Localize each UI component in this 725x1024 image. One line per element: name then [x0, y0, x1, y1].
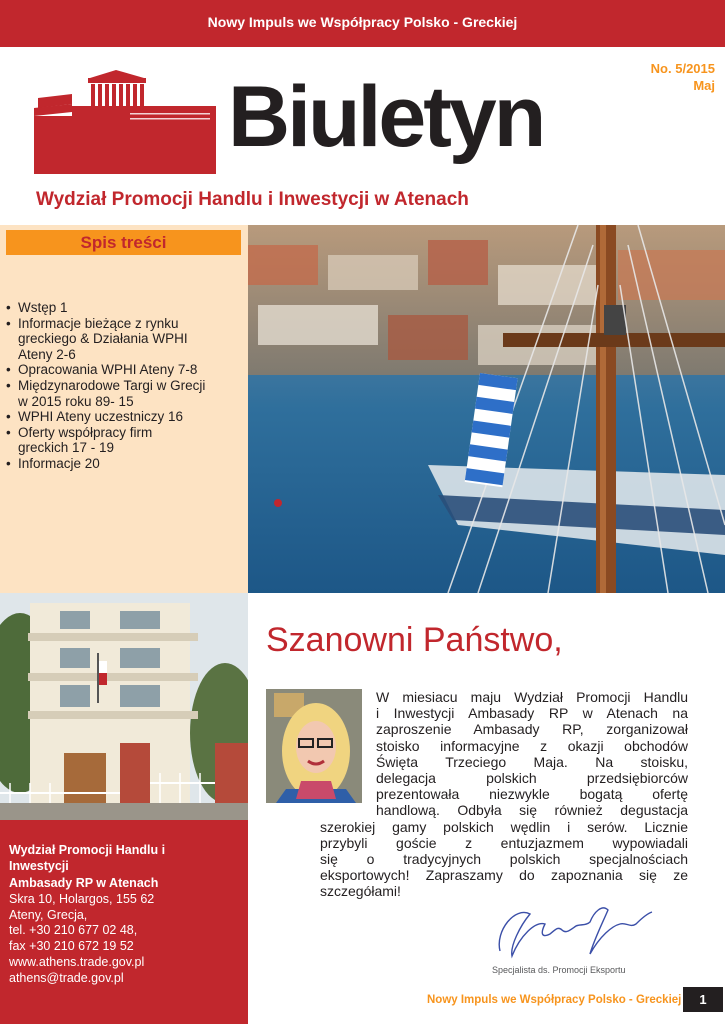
contact-name-line: Inwestycji: [9, 858, 69, 873]
contact-website-link[interactable]: www.athens.trade.gov.pl: [9, 955, 145, 969]
letter-line: i Inwestycji Ambasady RP w Atenach na: [376, 705, 688, 722]
letter-body: [320, 689, 688, 899]
toc-item[interactable]: • Informacje bieżące z rynku greckiego & Działania WPHI Ateny 2-6: [6, 316, 244, 363]
toc-heading: Spis treści: [80, 233, 167, 252]
contact-name-line: Ambasady RP w Atenach: [9, 876, 159, 890]
toc-list: [6, 300, 244, 472]
footer-text: Nowy Impuls we Współpracy Polsko - Greckiej: [427, 994, 682, 1006]
issue-number: No. 5/2015: [650, 61, 715, 76]
letter-line: szerokiej gamy polskich wędlin i serów. Licznie: [320, 818, 688, 835]
toc-heading-box: [6, 230, 241, 255]
contact-address: Skra 10, Holargos, 155 62: [9, 892, 155, 906]
letter-line: prezentowała niezwykle bogatą ofertę: [376, 786, 688, 803]
parthenon-logo: [34, 68, 216, 174]
letter-line: Święta Trzeciego Maja. Na stoisku,: [376, 753, 688, 770]
toc-item[interactable]: • Oferty współpracy firm greckich 17 - 19: [6, 425, 244, 456]
issue-month: Maj: [693, 78, 715, 93]
harbor-photo: [248, 225, 725, 593]
handwritten-signature: [490, 896, 660, 966]
letter-line: delegacja polskich przedsiębiorców: [376, 769, 688, 786]
letter-line: W miesiacu maju Wydział Promocji Handlu: [376, 689, 688, 705]
contact-name-line: Wydział Promocji Handlu i: [9, 843, 166, 857]
contact-panel: [0, 820, 248, 1024]
contact-fax: fax +30 210 672 19 52: [9, 939, 134, 953]
letter-line: handlową. Odbyła się również degustacja: [376, 802, 688, 819]
toc-item[interactable]: • WPHI Ateny uczestniczy 16: [6, 409, 244, 425]
newsletter-title: Biuletyn: [228, 69, 544, 165]
letter-line: się o tradycyjnych polskich specjalnościach: [320, 850, 688, 867]
contact-phone: tel. +30 210 677 02 48,: [9, 923, 138, 937]
letter-line: przybyli goście z entuzjazmem wypowiadali: [320, 834, 688, 851]
letter-line: szczegółami!: [320, 883, 401, 900]
toc-item[interactable]: • Informacje 20: [6, 456, 244, 472]
toc-item[interactable]: • Międzynarodowe Targi w Grecji w 2015 roku 89- 15: [6, 378, 244, 409]
letter-line: stoisko informacyjne z okazji obchodów: [376, 737, 688, 754]
signature-caption: Specjalista ds. Promocji Eksportu: [492, 965, 626, 975]
contact-address: Ateny, Grecja,: [9, 908, 88, 922]
top-banner: [0, 0, 725, 47]
top-banner-text: Nowy Impuls we Współpracy Polsko - Greckiej: [207, 14, 518, 30]
letter-line: zaproszenie Ambasady RP, zorganizował: [376, 721, 688, 738]
letter-line: eksportowych! Zapraszamy do zapoznania się ze: [320, 867, 688, 884]
issue-info: [651, 60, 715, 94]
embassy-building-photo: [0, 593, 248, 820]
toc-item[interactable]: • Opracowania WPHI Ateny 7-8: [6, 362, 244, 378]
page-number: 1: [683, 987, 723, 1012]
department-subtitle: Wydział Promocji Handlu i Inwestycji w Atenach: [36, 189, 469, 210]
toc-item[interactable]: • Wstęp 1: [6, 300, 244, 316]
letter-greeting: Szanowni Państwo,: [266, 621, 563, 659]
toc-panel: [0, 225, 248, 593]
contact-email-link[interactable]: athens@trade.gov.pl: [9, 971, 124, 985]
